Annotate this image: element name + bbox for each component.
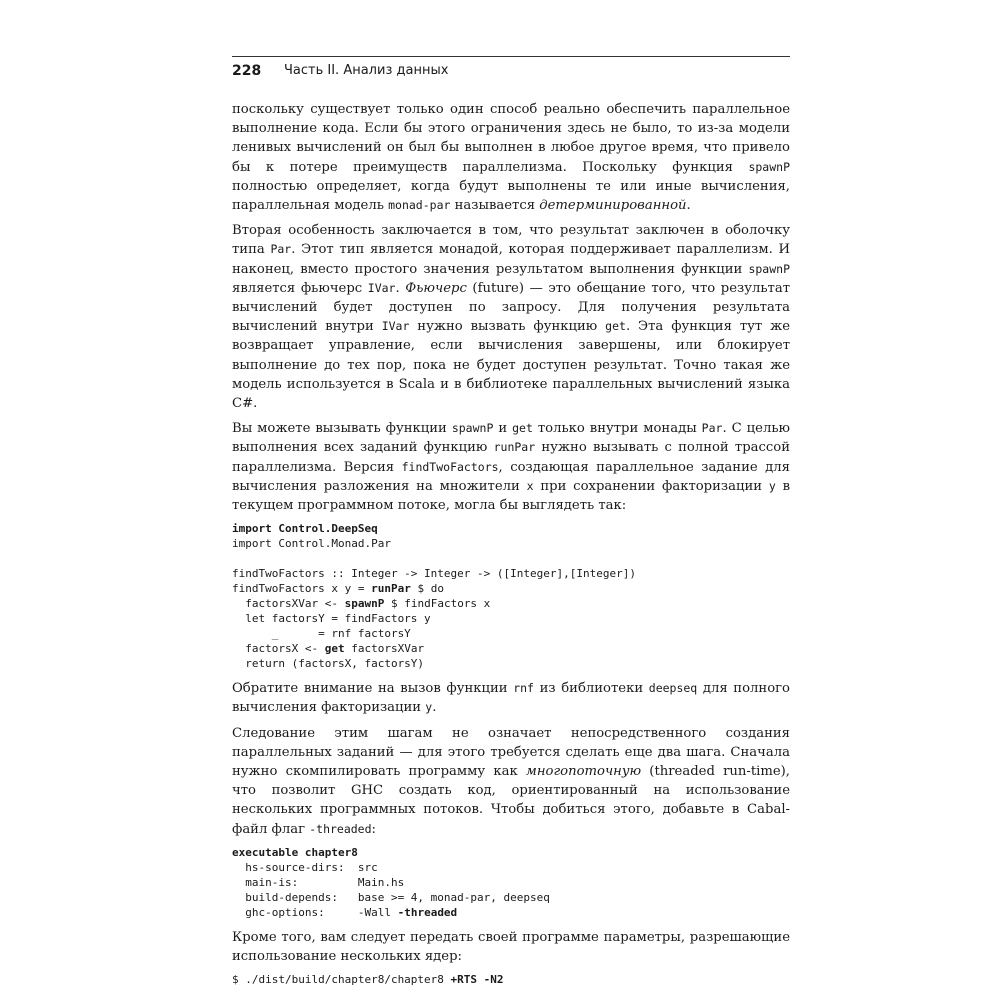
paragraph-1: поскольку существует только один способ реально обеспечить параллельное выполнение кода. Если бы этого ограничения здесь не было, то из-за модели ленивых вычислений он был бы выполнен в любое другое время, что привело бы к потере преимуществ параллелизма. Поскольку функция spawnP полностью определяет, когда будут выполнены те или иные вычисления, параллельная модель monad-par называется детерминированной.	[232, 102, 790, 214]
paragraph-5: Следование этим шагам не означает непосредственного создания параллельных заданий — для этого требуется сделать еще два шага. Сначала нужно скомпилировать программу как многопоточную (threaded run-time), что позволит GHC создать код, ориентированный на использование нескольких программных потоков. Чтобы добиться этого, добавьте в Cabal-файл флаг -threaded:	[232, 725, 790, 837]
paragraph-4: Обратите внимание на вызов функции rnf из библиотеки deepseq для полного вычисления факторизации y.	[232, 681, 790, 716]
paragraph-3: Вы можете вызывать функции spawnP и get только внутри монады Par. С целью выполнения всех заданий функцию runPar нужно вызывать с полной трассой параллелизма. Версия findTwoFactors, создающая параллельное задание для вычисления разложения на множители x при сохранении факторизации y в текущем программном потоке, могла бы выглядеть так:	[232, 421, 791, 514]
paragraph-6: Кроме того, вам следует передать своей программе параметры, разрешающие использование нескольких ядер:	[232, 929, 790, 965]
paragraph-2: Вторая особенность заключается в том, что результат заключен в оболочку типа Par. Этот тип является монадой, которая поддерживает параллелизм. И наконец, вместо простого значения результатом выполнения функции spawnP является фьючерс IVar. Фьючерс (future) — это обещание того, что результат вычислений будет доступен по запросу. Для получения результата вычислений внутри IVar нужно вызвать функцию get. Эта функция тут же возвращает управление, если вычисления завершены, или блокирует выполнение до тех пор, пока не будет доступен результат. Точно такая же модель используется в Scala и в библиотеке параллельных вычислений языка C#.	[232, 223, 791, 412]
code-listing-shell: $ ./dist/build/chapter8/chapter8 +RTS -N2	[232, 973, 504, 987]
running-header	[232, 56, 790, 79]
page-body	[232, 100, 790, 995]
code-listing-cabal: executable chapter8 hs-source-dirs: src main-is: Main.hs build-depends: base >= 4, monad-par, deepseq ghc-options: -Wall -threaded	[232, 845, 550, 919]
page-number: 228	[232, 63, 262, 79]
code-listing-haskell: import Control.DeepSeq import Control.Monad.Par findTwoFactors :: Integer -> Integer -> ([Integer],[Integer]) findTwoFactors x y = runPar $ do factorsXVar <- spawnP $ findFactors x let factorsY = findFactors y _ = rnf factorsY factorsX <- get factorsXVar return (factorsX, factorsY)	[232, 522, 636, 671]
chapter-title: Часть II. Анализ данных	[284, 63, 449, 78]
